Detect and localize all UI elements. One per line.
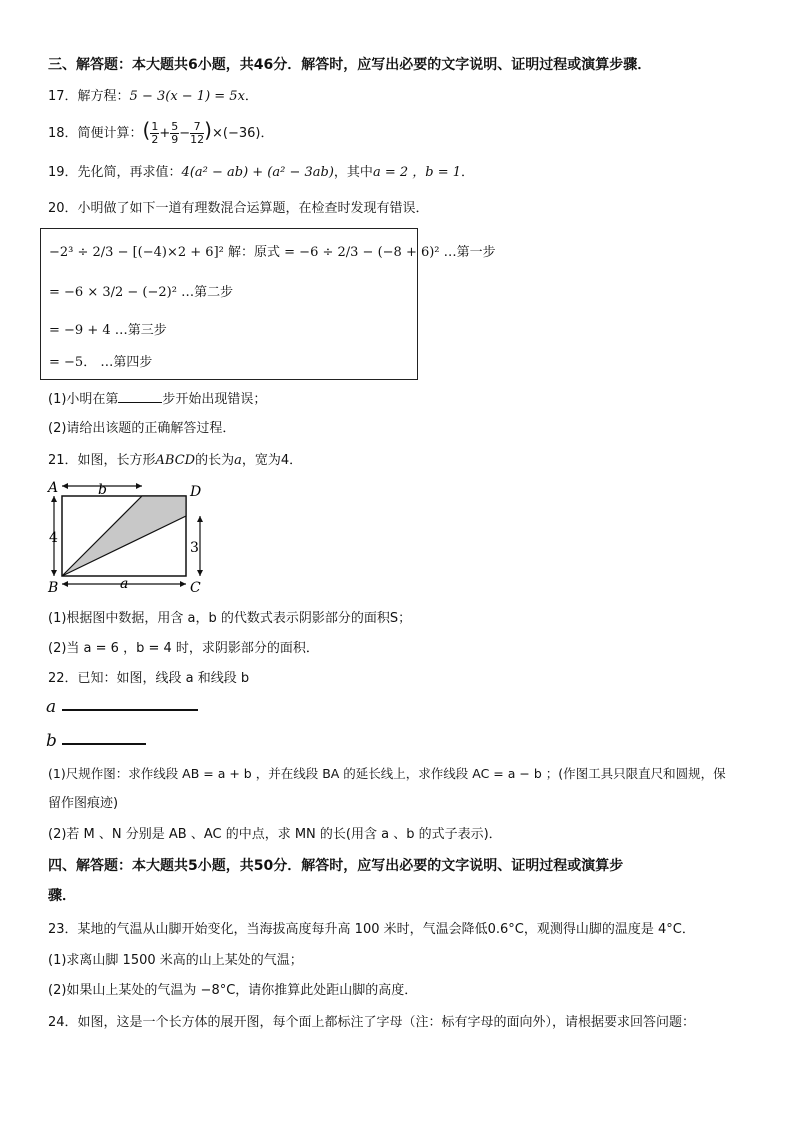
question-19 (48, 164, 474, 182)
q17-prefix: 17．解方程： (48, 89, 130, 104)
q19-condition: a = 2 ，b = 1 (372, 165, 461, 180)
q21-intro: 21．如图，长方形ABCD的长为a，宽为4． (48, 453, 303, 468)
arrowhead (51, 496, 57, 502)
q18-tail: ×(−36)． (211, 126, 274, 141)
label-B: B (48, 580, 59, 596)
arrowhead (62, 581, 68, 587)
answer-blank (118, 390, 162, 403)
q18-prefix: 18．简便计算： (48, 126, 143, 141)
q19-prefix: 19．先化简，再求值： (48, 165, 182, 180)
q21-part-2: (2)当 a = 6 ，b = 4 时，求阴影部分的面积． (48, 641, 319, 656)
q19-mid: ，其中 (333, 165, 373, 180)
q24-intro: 24．如图，这是一个长方体的展开图，每个面上都标注了字母（注：标有字母的面向外），请根据要求回答问题： (48, 1015, 696, 1030)
arrowhead (136, 483, 142, 489)
arrowhead (51, 570, 57, 576)
question-18: 18．简便计算：( $\frac{1}{2}$ + $\frac{5}{9}$ − $\frac{7}{12}$ )×(−36)． (48, 118, 274, 146)
q18-fraction-2: $\frac{5}{9}$ (171, 120, 179, 146)
q20-intro: 20．小明做了如下一道有理数混合运算题，在检查时发现有错误． (48, 201, 429, 216)
label-4: 4 (49, 530, 58, 546)
q20-box-line-1 (49, 241, 496, 260)
label-D: D (190, 484, 202, 500)
q17-suffix: ． (244, 89, 258, 104)
q21-part-1: (1)根据图中数据，用含 a，b 的代数式表示阴影部分的面积S； (48, 611, 412, 626)
q20-part-1: (1)小明在第 步开始出现错误； (48, 392, 267, 407)
q20-step-2: = −6 × 3/2 − (−2)² …第二步 (49, 285, 234, 300)
q20-part-2: (2)请给出该题的正确解答过程． (48, 421, 236, 436)
segment-b-label: b (46, 731, 57, 751)
segment-b (62, 743, 146, 745)
q20-step-3: = −9 + 4 …第三步 (49, 323, 167, 338)
q18-fraction-1: $\frac{1}{2}$ (151, 120, 159, 146)
q23-part-1: (1)求离山脚 1500 米高的山上某处的气温； (48, 953, 303, 968)
q20-step-1: 解：原式 = −6 ÷ 2/3 − (−8 + 6)² …第一步 (228, 245, 496, 260)
q21-rectangle-figure (40, 474, 220, 598)
segment-a (62, 709, 198, 711)
section3-heading: 三、解答题：本大题共6小题，共46分．解答时，应写出必要的文字说明、证明过程或演算步骤． (48, 57, 652, 73)
label-A: A (48, 480, 59, 496)
q19-suffix: ． (461, 165, 475, 180)
arrowhead (197, 516, 203, 522)
q20-step-4: = −5． …第四步 (49, 355, 153, 370)
q23-part-2: (2)如果山上某处的气温为 −8°C，请你推算此处距山脚的高度． (48, 983, 418, 998)
shaded-region (62, 496, 186, 576)
arrowhead (180, 581, 186, 587)
q17-equation: 5 − 3(x − 1) = 5x (129, 89, 245, 104)
q19-expression: 4(a² − ab) + (a² − 3ab) (181, 165, 334, 180)
segment-a-label: a (46, 697, 57, 717)
arrowhead (62, 483, 68, 489)
q18-fraction-3: $\frac{7}{12}$ (190, 120, 205, 146)
label-a: a (120, 576, 129, 592)
q22-part-2: (2)若 M 、N 分别是 AB 、AC 的中点，求 MN 的长(用含 a 、b 的式子表示)． (48, 827, 502, 842)
label-b: b (98, 482, 107, 498)
q22-part-1-line-2: 留作图痕迹) (48, 796, 119, 811)
section4-heading-line-1: 四、解答题：本大题共5小题，共50分．解答时，应写出必要的文字说明、证明过程或演算步 (48, 858, 624, 874)
q22-intro: 22．已知：如图，线段 a 和线段 b (48, 671, 250, 686)
label-3: 3 (190, 540, 199, 556)
q22-part-1-line-1: (1)尺规作图：求作线段 AB = a + b ，并在线段 BA 的延长线上，求作线段 AC = a − b ；(作图工具只限直尺和圆规，保 (48, 766, 726, 781)
q23-intro: 23．某地的气温从山脚开始变化，当海拔高度每升高 100 米时，气温会降低0.6°C，观测得山脚的温度是 4°C． (48, 922, 695, 937)
q20-solution-box (40, 228, 496, 380)
arrowhead (197, 570, 203, 576)
q20-problem-expression: −2³ ÷ 2/3 − [(−4)×2 + 6]² (49, 245, 224, 260)
section4-heading-line-2: 骤． (48, 888, 76, 904)
question-17 (48, 88, 258, 106)
label-C: C (190, 580, 201, 596)
